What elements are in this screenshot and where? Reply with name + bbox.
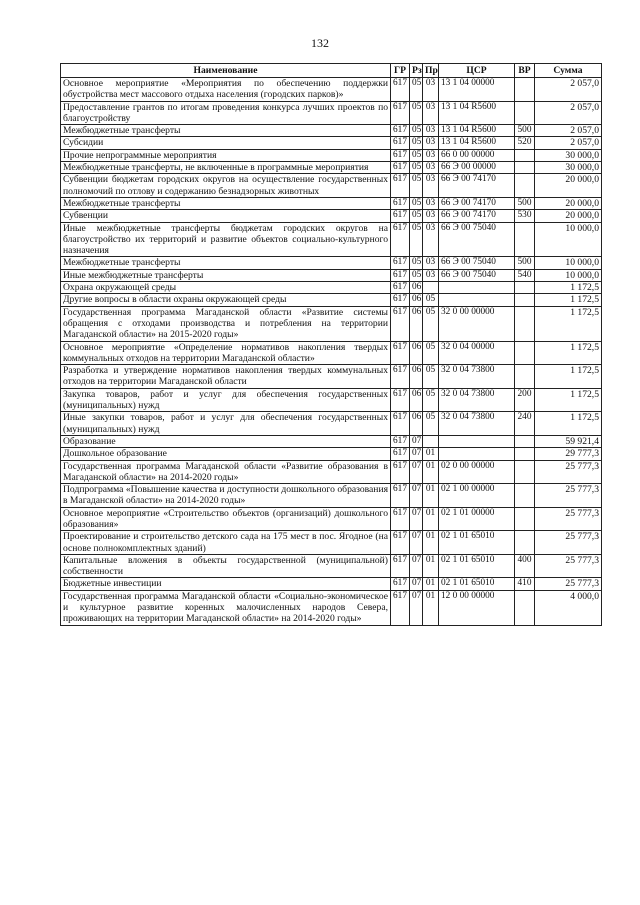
cell-name: Государственная программа Магаданской области «Развитие системы обращения с отходами производства и потребления на территории Магаданской области» на 2015-2020 годы» — [61, 306, 391, 341]
table-row — [61, 78, 602, 102]
cell-sum: 1 172,5 — [535, 341, 602, 365]
cell-csr: 32 0 04 73800 — [439, 388, 515, 412]
cell-pr: 01 — [423, 484, 439, 508]
cell-rz: 05 — [410, 210, 423, 222]
cell-gr: 617 — [391, 101, 410, 125]
cell-csr: 66 Э 00 75040 — [439, 269, 515, 281]
header-gr: ГР — [391, 64, 410, 78]
cell-vr — [515, 590, 535, 625]
table-row — [61, 174, 602, 198]
header-rz: Рз — [410, 64, 423, 78]
cell-pr: 03 — [423, 149, 439, 161]
table-row — [61, 137, 602, 149]
table-row — [61, 554, 602, 578]
cell-pr: 05 — [423, 306, 439, 341]
cell-gr: 617 — [391, 78, 410, 102]
cell-name: Межбюджетные трансферты — [61, 257, 391, 269]
cell-name: Предоставление грантов по итогам проведения конкурса лучших проектов по благоустройству — [61, 101, 391, 125]
cell-pr: 05 — [423, 388, 439, 412]
cell-name: Другие вопросы в области охраны окружающей среды — [61, 294, 391, 306]
cell-sum: 2 057,0 — [535, 78, 602, 102]
cell-sum: 20 000,0 — [535, 174, 602, 198]
cell-pr: 03 — [423, 137, 439, 149]
cell-rz: 07 — [410, 448, 423, 460]
cell-gr: 617 — [391, 412, 410, 436]
cell-vr — [515, 222, 535, 257]
table-row — [61, 590, 602, 625]
table-row — [61, 222, 602, 257]
cell-gr: 617 — [391, 149, 410, 161]
cell-pr: 03 — [423, 162, 439, 174]
cell-csr — [439, 294, 515, 306]
cell-name: Межбюджетные трансферты — [61, 197, 391, 209]
cell-gr: 617 — [391, 484, 410, 508]
cell-csr: 66 Э 00 75040 — [439, 257, 515, 269]
cell-vr — [515, 448, 535, 460]
cell-rz: 05 — [410, 78, 423, 102]
cell-vr — [515, 149, 535, 161]
cell-vr — [515, 435, 535, 447]
cell-gr: 617 — [391, 341, 410, 365]
table-row — [61, 269, 602, 281]
table-row — [61, 412, 602, 436]
table-row — [61, 257, 602, 269]
cell-name: Бюджетные инвестиции — [61, 578, 391, 590]
cell-pr: 03 — [423, 210, 439, 222]
table-row — [61, 448, 602, 460]
table-row — [61, 149, 602, 161]
cell-gr: 617 — [391, 590, 410, 625]
table-row — [61, 578, 602, 590]
cell-name: Дошкольное образование — [61, 448, 391, 460]
cell-rz: 05 — [410, 257, 423, 269]
cell-rz: 05 — [410, 174, 423, 198]
cell-vr: 540 — [515, 269, 535, 281]
cell-rz: 05 — [410, 269, 423, 281]
cell-sum: 29 777,3 — [535, 448, 602, 460]
cell-gr: 617 — [391, 554, 410, 578]
table-row — [61, 531, 602, 555]
cell-rz: 06 — [410, 294, 423, 306]
cell-csr: 32 0 04 73800 — [439, 365, 515, 389]
cell-pr: 03 — [423, 174, 439, 198]
cell-csr: 32 0 00 00000 — [439, 306, 515, 341]
cell-sum: 20 000,0 — [535, 210, 602, 222]
cell-csr: 66 Э 00 75040 — [439, 222, 515, 257]
cell-pr — [423, 282, 439, 294]
cell-gr: 617 — [391, 125, 410, 137]
cell-sum: 25 777,3 — [535, 554, 602, 578]
cell-csr: 66 Э 00 74170 — [439, 210, 515, 222]
cell-sum: 10 000,0 — [535, 222, 602, 257]
cell-name: Капитальные вложения в объекты государственной (муниципальной) собственности — [61, 554, 391, 578]
cell-csr: 66 Э 00 74170 — [439, 174, 515, 198]
table-row — [61, 197, 602, 209]
cell-pr: 03 — [423, 222, 439, 257]
header-sum: Сумма — [535, 64, 602, 78]
cell-sum: 20 000,0 — [535, 197, 602, 209]
cell-vr — [515, 78, 535, 102]
cell-name: Иные межбюджетные трансферты — [61, 269, 391, 281]
cell-vr — [515, 460, 535, 484]
cell-name: Охрана окружающей среды — [61, 282, 391, 294]
table-row — [61, 341, 602, 365]
cell-name: Субсидии — [61, 137, 391, 149]
cell-vr — [515, 484, 535, 508]
header-name: Наименование — [61, 64, 391, 78]
table-row — [61, 125, 602, 137]
table-row — [61, 101, 602, 125]
cell-rz: 07 — [410, 590, 423, 625]
cell-gr: 617 — [391, 294, 410, 306]
cell-csr: 02 1 01 00000 — [439, 507, 515, 531]
cell-csr: 02 0 00 00000 — [439, 460, 515, 484]
cell-vr — [515, 282, 535, 294]
cell-vr — [515, 294, 535, 306]
cell-sum: 30 000,0 — [535, 162, 602, 174]
cell-gr: 617 — [391, 448, 410, 460]
cell-name: Межбюджетные трансферты, не включенные в программные мероприятия — [61, 162, 391, 174]
cell-pr: 05 — [423, 294, 439, 306]
cell-gr: 617 — [391, 507, 410, 531]
table-row — [61, 388, 602, 412]
cell-csr: 02 1 00 00000 — [439, 484, 515, 508]
cell-sum: 1 172,5 — [535, 365, 602, 389]
cell-sum: 1 172,5 — [535, 294, 602, 306]
cell-vr: 400 — [515, 554, 535, 578]
cell-csr: 66 Э 00 74170 — [439, 197, 515, 209]
cell-csr — [439, 435, 515, 447]
cell-gr: 617 — [391, 306, 410, 341]
cell-rz: 06 — [410, 388, 423, 412]
cell-rz: 05 — [410, 137, 423, 149]
cell-csr: 13 1 04 R5600 — [439, 125, 515, 137]
cell-gr: 617 — [391, 174, 410, 198]
cell-csr: 32 0 04 73800 — [439, 412, 515, 436]
cell-rz: 07 — [410, 507, 423, 531]
cell-name: Подпрограмма «Повышение качества и доступности дошкольного образования в Магаданской области» на 2014-2020 годы» — [61, 484, 391, 508]
header-csr: ЦСР — [439, 64, 515, 78]
cell-sum: 2 057,0 — [535, 125, 602, 137]
cell-csr: 02 1 01 65010 — [439, 578, 515, 590]
cell-gr: 617 — [391, 162, 410, 174]
cell-vr: 520 — [515, 137, 535, 149]
cell-rz: 07 — [410, 578, 423, 590]
cell-pr — [423, 435, 439, 447]
cell-vr — [515, 365, 535, 389]
table-row — [61, 294, 602, 306]
cell-name: Межбюджетные трансферты — [61, 125, 391, 137]
cell-sum: 1 172,5 — [535, 306, 602, 341]
cell-csr: 02 1 01 65010 — [439, 554, 515, 578]
cell-gr: 617 — [391, 222, 410, 257]
cell-pr: 03 — [423, 125, 439, 137]
cell-gr: 617 — [391, 365, 410, 389]
cell-csr — [439, 282, 515, 294]
cell-vr: 410 — [515, 578, 535, 590]
cell-gr: 617 — [391, 435, 410, 447]
cell-sum: 25 777,3 — [535, 484, 602, 508]
cell-csr: 66 Э 00 00000 — [439, 162, 515, 174]
cell-name: Государственная программа Магаданской области «Социально-экономическое и культурное развитие коренных малочисленных народов Севера, проживающих на территории Магаданской области» на 2014-2020 годы» — [61, 590, 391, 625]
cell-sum: 25 777,3 — [535, 578, 602, 590]
cell-rz: 05 — [410, 149, 423, 161]
cell-sum: 25 777,3 — [535, 531, 602, 555]
cell-pr: 03 — [423, 257, 439, 269]
cell-pr: 03 — [423, 197, 439, 209]
cell-name: Проектирование и строительство детского сада на 175 мест в пос. Ягодное (на основе полнокомплектных зданий) — [61, 531, 391, 555]
cell-name: Субвенции бюджетам городских округов на осуществление государственных полномочий по отлову и содержанию безнадзорных животных — [61, 174, 391, 198]
cell-csr: 13 1 04 R5600 — [439, 101, 515, 125]
cell-pr: 05 — [423, 365, 439, 389]
cell-pr: 01 — [423, 590, 439, 625]
cell-name: Разработка и утверждение нормативов накопления твердых коммунальных отходов на территории Магаданской области — [61, 365, 391, 389]
cell-sum: 10 000,0 — [535, 269, 602, 281]
table-body — [61, 78, 602, 626]
cell-name: Закупка товаров, работ и услуг для обеспечения государственных (муниципальных) нужд — [61, 388, 391, 412]
cell-pr: 05 — [423, 412, 439, 436]
cell-rz: 06 — [410, 365, 423, 389]
table-row — [61, 210, 602, 222]
cell-vr: 530 — [515, 210, 535, 222]
table-row — [61, 306, 602, 341]
cell-rz: 07 — [410, 435, 423, 447]
cell-rz: 06 — [410, 306, 423, 341]
cell-rz: 06 — [410, 341, 423, 365]
cell-rz: 05 — [410, 101, 423, 125]
cell-gr: 617 — [391, 210, 410, 222]
cell-sum: 2 057,0 — [535, 137, 602, 149]
cell-pr: 03 — [423, 269, 439, 281]
cell-vr — [515, 174, 535, 198]
cell-gr: 617 — [391, 531, 410, 555]
header-pr: Пр — [423, 64, 439, 78]
cell-rz: 06 — [410, 412, 423, 436]
cell-gr: 617 — [391, 460, 410, 484]
cell-name: Основное мероприятие «Строительство объектов (организаций) дошкольного образования» — [61, 507, 391, 531]
cell-sum: 1 172,5 — [535, 388, 602, 412]
cell-gr: 617 — [391, 197, 410, 209]
cell-gr: 617 — [391, 257, 410, 269]
cell-pr: 01 — [423, 531, 439, 555]
cell-rz: 07 — [410, 554, 423, 578]
cell-vr: 500 — [515, 197, 535, 209]
cell-pr: 01 — [423, 507, 439, 531]
cell-name: Основное мероприятие «Мероприятия по обеспечению поддержки обустройства мест массового отдыха населения (городских парков)» — [61, 78, 391, 102]
cell-csr: 12 0 00 00000 — [439, 590, 515, 625]
table-row — [61, 162, 602, 174]
budget-table — [60, 63, 602, 626]
cell-csr: 13 1 04 00000 — [439, 78, 515, 102]
page-number: 132 — [311, 36, 329, 50]
table-row — [61, 365, 602, 389]
cell-name: Государственная программа Магаданской области «Развитие образования в Магаданской области» на 2014-2020 годы» — [61, 460, 391, 484]
cell-name: Основное мероприятие «Определение нормативов накопления твердых коммунальных отходов на территории Магаданской области» — [61, 341, 391, 365]
cell-csr: 13 1 04 R5600 — [439, 137, 515, 149]
cell-gr: 617 — [391, 282, 410, 294]
cell-rz: 06 — [410, 282, 423, 294]
cell-vr — [515, 306, 535, 341]
cell-pr: 01 — [423, 554, 439, 578]
cell-sum: 10 000,0 — [535, 257, 602, 269]
cell-rz: 07 — [410, 531, 423, 555]
cell-vr: 500 — [515, 257, 535, 269]
cell-sum: 25 777,3 — [535, 507, 602, 531]
cell-vr — [515, 531, 535, 555]
table-row — [61, 507, 602, 531]
cell-pr: 01 — [423, 448, 439, 460]
cell-sum: 30 000,0 — [535, 149, 602, 161]
cell-vr — [515, 341, 535, 365]
cell-name: Иные закупки товаров, работ и услуг для обеспечения государственных (муниципальных) нужд — [61, 412, 391, 436]
cell-pr: 01 — [423, 578, 439, 590]
cell-gr: 617 — [391, 388, 410, 412]
cell-vr: 200 — [515, 388, 535, 412]
header-vr: ВР — [515, 64, 535, 78]
cell-sum: 25 777,3 — [535, 460, 602, 484]
cell-pr: 03 — [423, 101, 439, 125]
cell-name: Прочие непрограммные мероприятия — [61, 149, 391, 161]
cell-name: Иные межбюджетные трансферты бюджетам городских округов на благоустройство их территорий и развитие объектов социально-культурного назначения — [61, 222, 391, 257]
cell-rz: 05 — [410, 222, 423, 257]
cell-sum: 2 057,0 — [535, 101, 602, 125]
cell-rz: 05 — [410, 162, 423, 174]
table-row — [61, 282, 602, 294]
cell-vr — [515, 507, 535, 531]
cell-csr: 66 0 00 00000 — [439, 149, 515, 161]
cell-gr: 617 — [391, 269, 410, 281]
cell-rz: 05 — [410, 197, 423, 209]
cell-vr — [515, 101, 535, 125]
cell-vr: 240 — [515, 412, 535, 436]
cell-rz: 05 — [410, 125, 423, 137]
table-row — [61, 435, 602, 447]
cell-vr — [515, 162, 535, 174]
cell-csr: 02 1 01 65010 — [439, 531, 515, 555]
cell-name: Субвенции — [61, 210, 391, 222]
cell-vr: 500 — [515, 125, 535, 137]
cell-name: Образование — [61, 435, 391, 447]
cell-gr: 617 — [391, 578, 410, 590]
cell-pr: 03 — [423, 78, 439, 102]
table-row — [61, 460, 602, 484]
cell-sum: 1 172,5 — [535, 412, 602, 436]
cell-sum: 4 000,0 — [535, 590, 602, 625]
cell-rz: 07 — [410, 484, 423, 508]
cell-rz: 07 — [410, 460, 423, 484]
table-header-row — [61, 64, 602, 78]
cell-sum: 59 921,4 — [535, 435, 602, 447]
cell-csr: 32 0 04 00000 — [439, 341, 515, 365]
cell-sum: 1 172,5 — [535, 282, 602, 294]
cell-pr: 01 — [423, 460, 439, 484]
cell-csr — [439, 448, 515, 460]
table-row — [61, 484, 602, 508]
cell-gr: 617 — [391, 137, 410, 149]
cell-pr: 05 — [423, 341, 439, 365]
